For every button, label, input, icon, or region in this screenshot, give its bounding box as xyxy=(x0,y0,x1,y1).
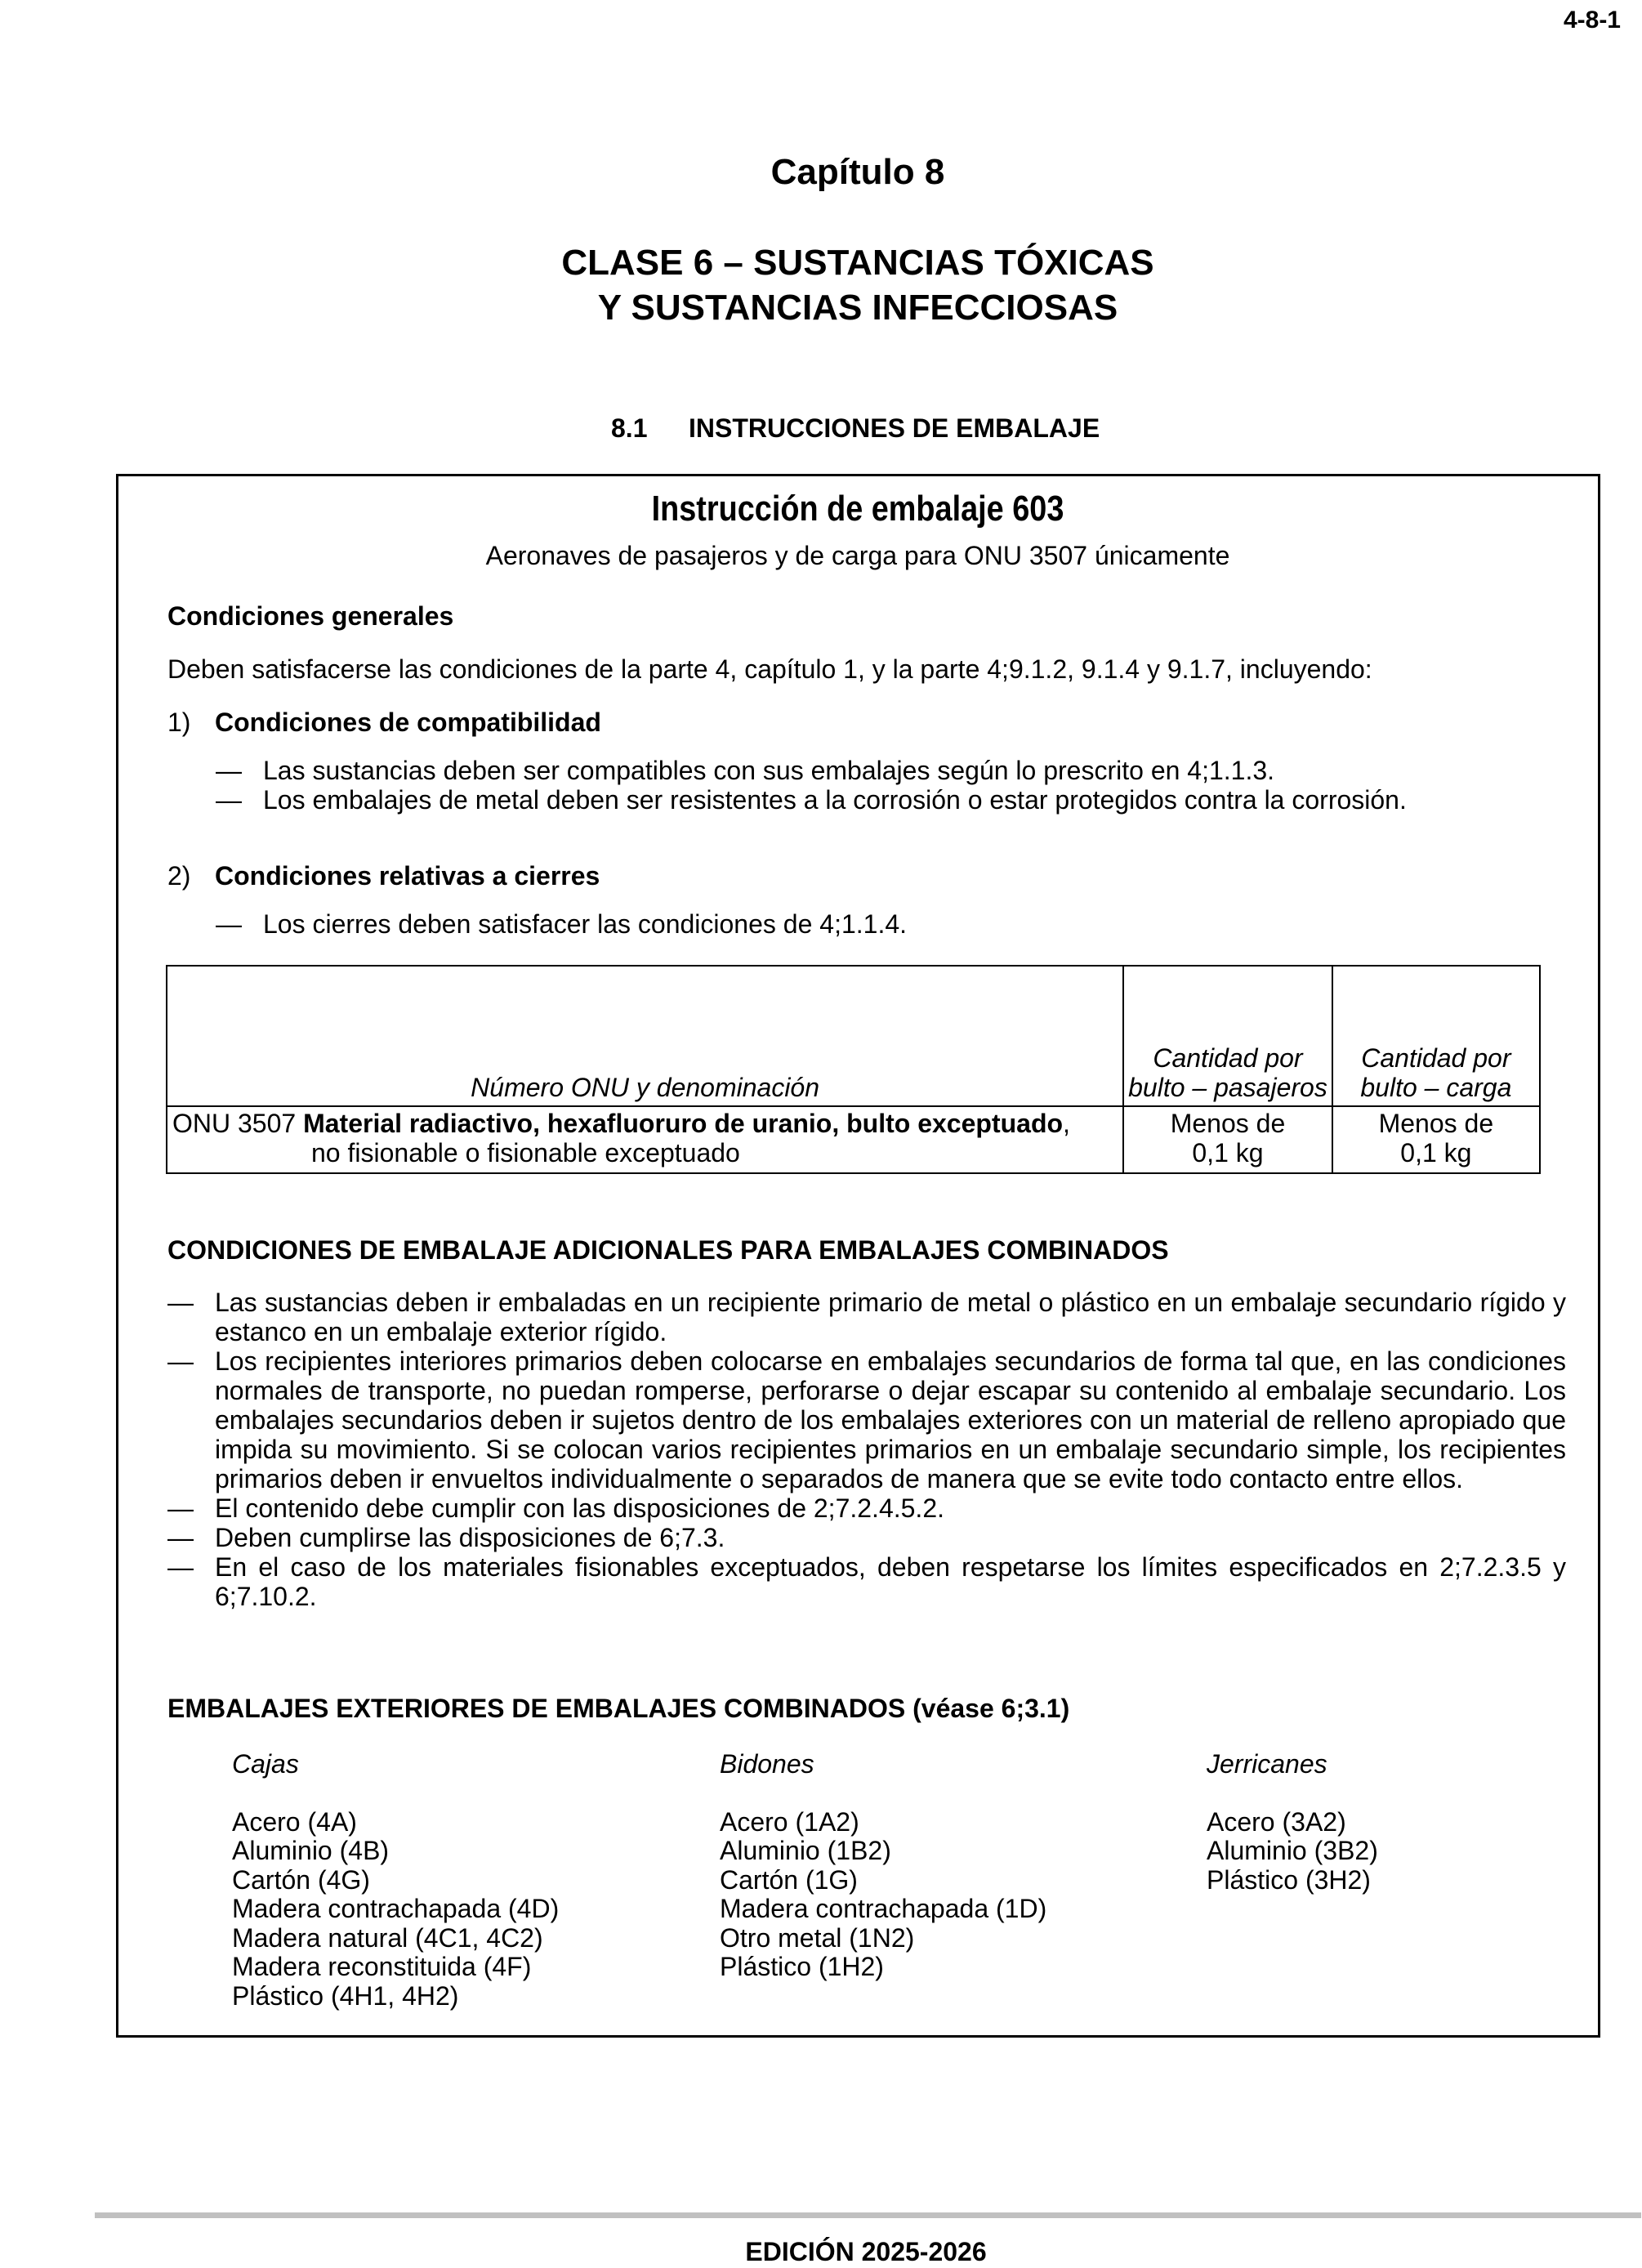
cargo-quantity-line-1: Menos de xyxy=(1378,1109,1494,1138)
condition-1-item-2 xyxy=(216,785,1407,815)
edition-footer: EDICIÓN 2025-2026 xyxy=(745,2237,987,2266)
quantity-table xyxy=(166,965,1541,1174)
additional-conditions-heading: CONDICIONES DE EMBALAJE ADICIONALES PARA EMBALAJES COMBINADOS xyxy=(167,1235,1169,1265)
list-item-text: En el caso de los materiales fisionables exceptuados, deben respetarse los límites especificados en 2;7.2.3.5 y 6;7.10.2. xyxy=(215,1552,1566,1611)
dash: — xyxy=(167,1552,194,1582)
cell-cargo-quantity xyxy=(1332,1106,1540,1173)
class-title xyxy=(0,240,1642,330)
class-title-line-1: CLASE 6 – SUSTANCIAS TÓXICAS xyxy=(561,243,1154,283)
list-item: Madera natural (4C1, 4C2) xyxy=(232,1922,543,1953)
un-name-line-2: no fisionable o fisionable exceptuado xyxy=(311,1138,740,1167)
dash: — xyxy=(216,785,242,815)
condition-1-heading xyxy=(167,708,601,737)
list-item: Plástico (1H2) xyxy=(720,1952,884,1981)
dash: — xyxy=(216,756,242,785)
chapter-title: Capítulo 8 xyxy=(770,152,945,192)
un-number: ONU 3507 xyxy=(172,1109,297,1138)
general-conditions-text: Deben satisfacerse las condiciones de la parte 4, capítulo 1, y la parte 4;9.1.2, 9.1.4 y 9.1.7, incluyendo: xyxy=(167,654,1372,684)
list-item: Otro metal (1N2) xyxy=(720,1922,915,1953)
condition-1-number: 1) xyxy=(167,708,191,737)
list-item: Acero (1A2) xyxy=(720,1806,859,1837)
dash: — xyxy=(167,1346,194,1376)
outer-column-drums xyxy=(720,1750,1046,1982)
un-name-bold: Material radiactivo, hexafluoruro de uranio, bulto exceptuado xyxy=(303,1109,1064,1138)
dash: — xyxy=(216,909,242,939)
list-item: Aluminio (3B2) xyxy=(1207,1836,1378,1865)
outer-column-boxes xyxy=(232,1750,559,2011)
list-item xyxy=(167,1288,1566,1346)
table-header-row xyxy=(167,966,1540,1106)
header-passenger xyxy=(1123,966,1332,1106)
dash: — xyxy=(167,1288,194,1317)
list-item: Plástico (3H2) xyxy=(1207,1864,1371,1895)
class-title-line-2: Y SUSTANCIAS INFECCIOSAS xyxy=(597,288,1118,328)
section-number: 8.1 xyxy=(611,413,648,443)
list-item xyxy=(167,1493,1566,1523)
list-item: Acero (4A) xyxy=(232,1806,357,1837)
additional-conditions-list xyxy=(167,1288,1566,1611)
list-item: Aluminio (1B2) xyxy=(720,1836,891,1865)
header-cargo-text: Cantidad por bulto – carga xyxy=(1360,1043,1512,1102)
section-heading xyxy=(611,413,1100,444)
cell-passenger-quantity xyxy=(1123,1106,1332,1173)
column-heading: Bidones xyxy=(720,1749,814,1779)
list-item xyxy=(167,1552,1566,1611)
list-item: Cartón (4G) xyxy=(232,1864,370,1895)
cargo-quantity-line-2: 0,1 kg xyxy=(1400,1138,1472,1167)
condition-1-title: Condiciones de compatibilidad xyxy=(215,708,601,737)
section-title: INSTRUCCIONES DE EMBALAJE xyxy=(689,413,1100,443)
condition-2-number: 2) xyxy=(167,861,191,891)
condition-2-title: Condiciones relativas a cierres xyxy=(215,861,600,891)
page-number: 4-8-1 xyxy=(1563,7,1621,33)
packing-instruction-subtitle: Aeronaves de pasajeros y de carga para ONU 3507 únicamente xyxy=(485,541,1230,570)
table-row xyxy=(167,1106,1540,1173)
list-item: Madera contrachapada (4D) xyxy=(232,1894,560,1923)
condition-1-item-2-text: Los embalajes de metal deben ser resistentes a la corrosión o estar protegidos contra la corrosión. xyxy=(263,785,1407,815)
outer-packagings-heading: EMBALAJES EXTERIORES DE EMBALAJES COMBINADOS (véase 6;3.1) xyxy=(167,1694,1070,1723)
condition-1-item-1-text: Las sustancias deben ser compatibles con sus embalajes según lo prescrito en 4;1.1.3. xyxy=(263,756,1275,785)
list-item-text: Deben cumplirse las disposiciones de 6;7.3. xyxy=(215,1523,725,1552)
list-item-text: El contenido debe cumplir con las disposiciones de 2;7.2.4.5.2. xyxy=(215,1493,944,1523)
list-item xyxy=(167,1346,1566,1493)
passenger-quantity-line-2: 0,1 kg xyxy=(1192,1138,1264,1167)
list-item-text: Los recipientes interiores primarios deben colocarse en embalajes secundarios de forma tal que, en las condiciones normales de transporte, no puedan romperse, perforarse o dejar escapar su contenido al embalaje secundario. Los embalajes secundarios deben ir sujetos dentro de los embalajes exteriores con un material de relleno apropiado que impida su movimiento. Si se colocan varios recipientes primarios en un embalaje secundario simple, los recipientes primarios deben ir envueltos individualmente o separados de manera que se evite todo contacto entre ellos. xyxy=(215,1346,1566,1493)
packing-instruction-title: Instrucción de embalaje 603 xyxy=(651,489,1064,529)
list-item: Acero (3A2) xyxy=(1207,1806,1346,1837)
condition-2-heading xyxy=(167,861,600,891)
list-item: Aluminio (4B) xyxy=(232,1836,390,1865)
un-name-rest: , xyxy=(1063,1109,1070,1138)
header-un-name: Número ONU y denominación xyxy=(167,966,1123,1106)
list-item: Madera reconstituida (4F) xyxy=(232,1952,532,1981)
column-heading: Cajas xyxy=(232,1749,299,1779)
condition-2-item-1 xyxy=(216,909,907,939)
general-conditions-heading: Condiciones generales xyxy=(167,601,454,631)
column-heading: Jerricanes xyxy=(1207,1749,1327,1779)
list-item: Plástico (4H1, 4H2) xyxy=(232,1980,459,2011)
dash: — xyxy=(167,1523,194,1552)
list-item xyxy=(167,1523,1566,1552)
dash: — xyxy=(167,1493,194,1523)
list-item: Cartón (1G) xyxy=(720,1864,858,1895)
cell-un-name xyxy=(167,1106,1123,1173)
header-cargo xyxy=(1332,966,1540,1106)
condition-2-item-1-text: Los cierres deben satisfacer las condiciones de 4;1.1.4. xyxy=(263,909,908,939)
list-item: Madera contrachapada (1D) xyxy=(720,1894,1047,1923)
footer-divider xyxy=(95,2212,1641,2218)
condition-1-item-1 xyxy=(216,756,1274,785)
passenger-quantity-line-1: Menos de xyxy=(1170,1109,1286,1138)
outer-column-jerricans xyxy=(1207,1750,1378,1895)
header-passenger-text: Cantidad por bulto – pasajeros xyxy=(1128,1043,1327,1102)
list-item-text: Las sustancias deben ir embaladas en un recipiente primario de metal o plástico en un embalaje secundario rígido y estanco en un embalaje exterior rígido. xyxy=(215,1288,1566,1346)
